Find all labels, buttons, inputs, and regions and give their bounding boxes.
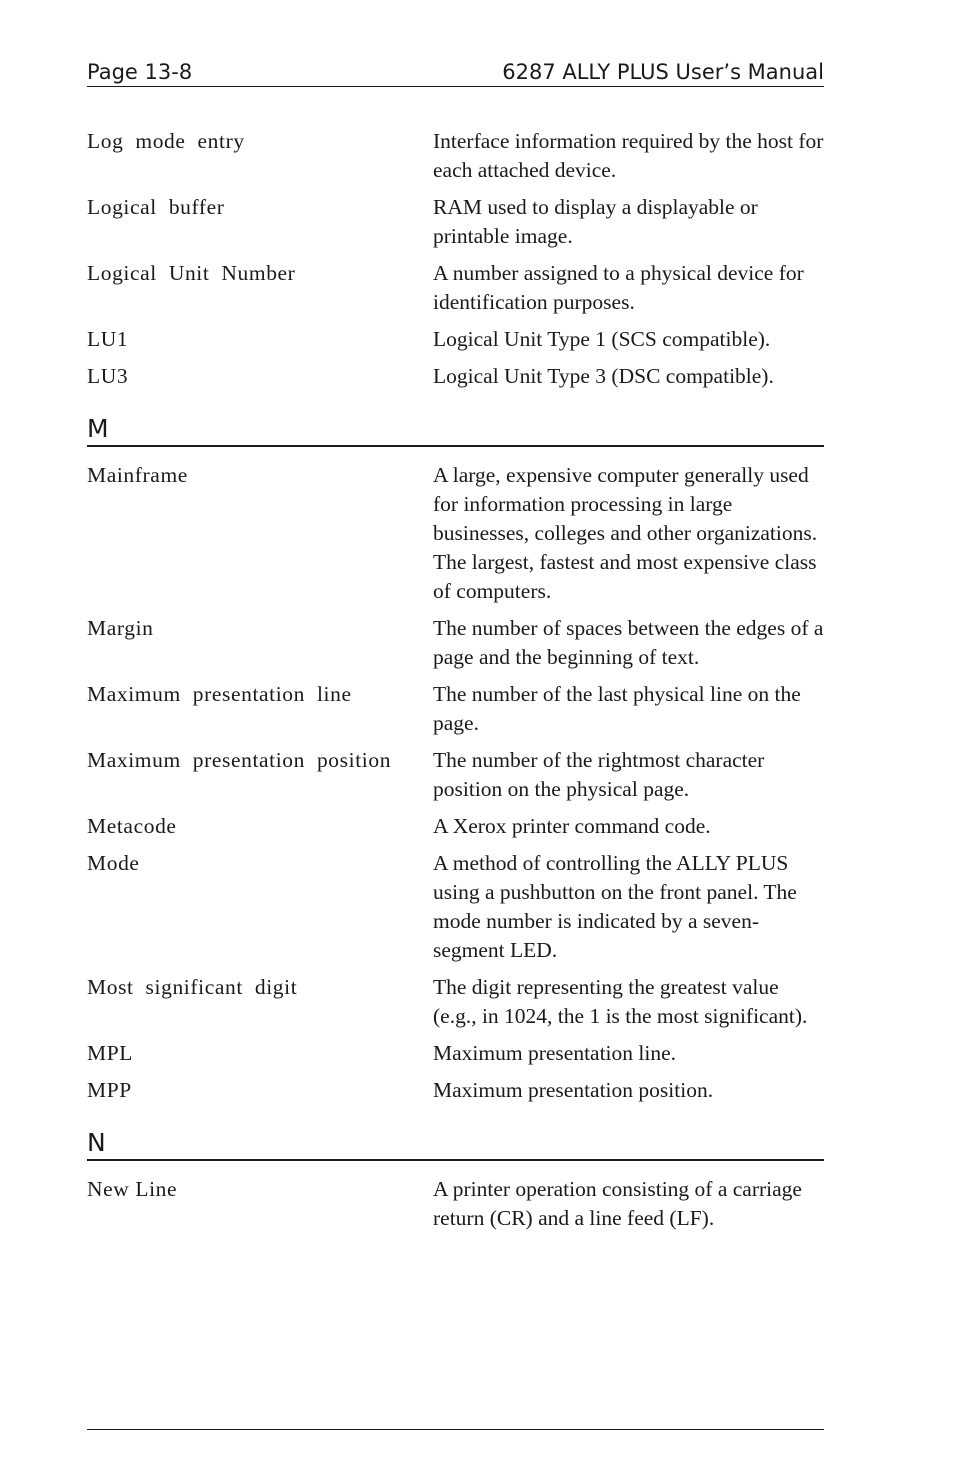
glossary-term: Logical buffer — [87, 195, 225, 219]
glossary-entry — [87, 461, 824, 606]
glossary-entry — [87, 849, 824, 965]
glossary-entry — [87, 127, 824, 185]
glossary-definition: RAM used to display a displayable or printable image. — [433, 195, 758, 248]
glossary-entry — [87, 614, 824, 672]
glossary-entry — [87, 193, 824, 251]
glossary-entry — [87, 1039, 824, 1068]
glossary-term: Maximum presentation position — [87, 748, 392, 772]
glossary-term: MPL — [87, 1041, 134, 1065]
glossary-definition: A method of controlling the ALLY PLUS using a pushbutton on the front panel. The mode number is indicated by a seven-segment LED. — [433, 851, 797, 962]
glossary-term: Mainframe — [87, 463, 188, 487]
glossary-term: Maximum presentation line — [87, 682, 352, 706]
glossary-term: Most significant digit — [87, 975, 298, 999]
glossary-definition: Logical Unit Type 3 (DSC compatible). — [433, 364, 774, 388]
glossary-definition: The number of spaces between the edges of a page and the beginning of text. — [433, 616, 824, 669]
glossary-entry — [87, 746, 824, 804]
page-header — [87, 58, 824, 87]
glossary-definition: The number of the rightmost character position on the physical page. — [433, 748, 765, 801]
glossary-definition: The number of the last physical line on the page. — [433, 682, 801, 735]
footer-rule — [87, 1429, 824, 1430]
glossary-term: Log mode entry — [87, 129, 245, 153]
glossary-entry — [87, 812, 824, 841]
glossary-definition: The digit representing the greatest value (e.g., in 1024, the 1 is the most significant). — [433, 975, 808, 1028]
glossary-term: Logical Unit Number — [87, 261, 296, 285]
glossary-entry — [87, 259, 824, 317]
glossary-definition: Logical Unit Type 1 (SCS compatible). — [433, 327, 771, 351]
glossary-term: Metacode — [87, 814, 177, 838]
glossary-entry — [87, 325, 824, 354]
glossary-term: Margin — [87, 616, 154, 640]
glossary-entry — [87, 1076, 824, 1105]
glossary-definition: Maximum presentation position. — [433, 1078, 714, 1102]
section-heading-m: M — [87, 413, 824, 447]
manual-title: 6287 ALLY PLUS User’s Manual — [502, 60, 824, 84]
section-heading-n: N — [87, 1127, 824, 1161]
glossary-definition: A large, expensive computer generally used for information processing in large businesses, colleges and other organizations. The largest, fastest and most expensive class of computers. — [433, 463, 818, 603]
glossary-definition: A Xerox printer command code. — [433, 814, 711, 838]
glossary-term: LU3 — [87, 364, 129, 388]
glossary-term: New Line — [87, 1177, 178, 1201]
glossary-entry — [87, 1175, 824, 1233]
glossary-term: Mode — [87, 851, 140, 875]
glossary-entry — [87, 362, 824, 391]
glossary-definition: Interface information required by the host for each attached device. — [433, 129, 824, 182]
page-number: Page 13-8 — [87, 60, 193, 84]
glossary-entry — [87, 680, 824, 738]
glossary-definition: A printer operation consisting of a carriage return (CR) and a line feed (LF). — [433, 1177, 802, 1230]
glossary-definition: A number assigned to a physical device for identification purposes. — [433, 261, 804, 314]
glossary — [87, 127, 824, 1241]
glossary-definition: Maximum presentation line. — [433, 1041, 677, 1065]
glossary-term: LU1 — [87, 327, 129, 351]
glossary-entry — [87, 973, 824, 1031]
glossary-term: MPP — [87, 1078, 132, 1102]
